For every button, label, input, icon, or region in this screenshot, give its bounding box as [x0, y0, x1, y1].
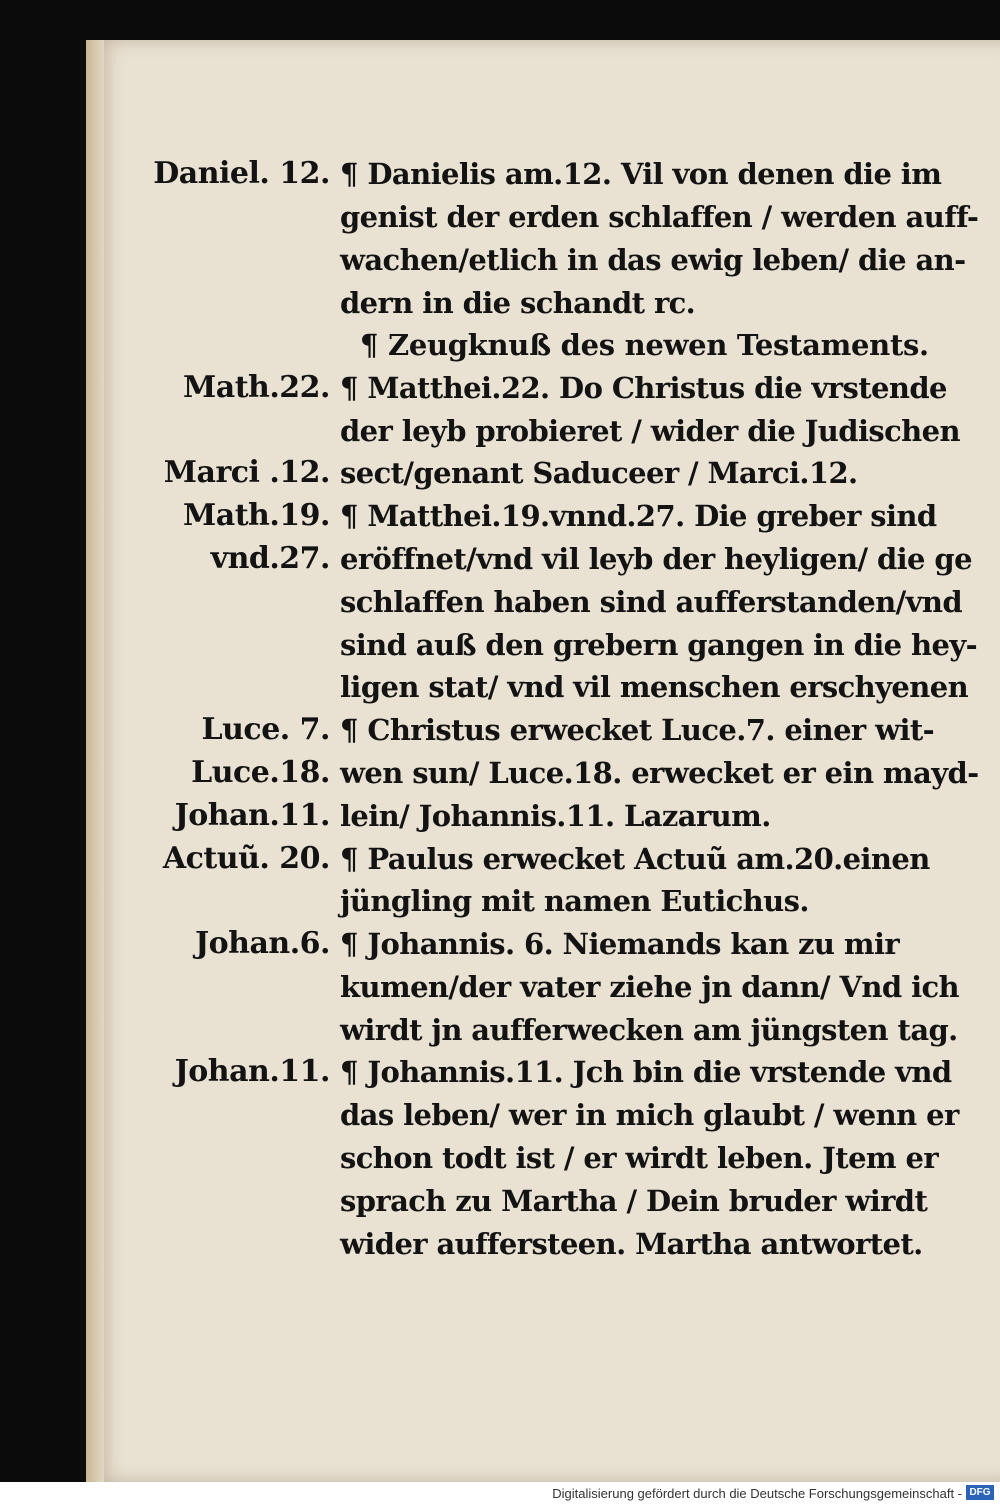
dfg-logo-icon: DFG	[966, 1485, 994, 1500]
text-line: sind auß den grebern gangen in die hey-	[340, 628, 978, 662]
margin-note: Actuũ. 20.	[162, 841, 330, 876]
margin-note: Johan.11.	[174, 798, 330, 833]
margin-note: vnd.27.	[210, 541, 330, 576]
margin-note: Daniel. 12.	[153, 156, 330, 191]
text-line: genist der erden schlaffen / werden auff-	[340, 200, 979, 234]
text-line: ¶ Johannis.11. Jch bin die vrstende vnd	[340, 1055, 952, 1089]
text-line: schon todt ist / er wirdt leben. Jtem er	[340, 1141, 939, 1175]
text-line: ¶ Danielis am.12. Vil von denen die im	[340, 157, 942, 191]
margin-note: Marci .12.	[163, 455, 330, 490]
text-line: wirdt jn aufferwecken am jüngsten tag.	[340, 1013, 958, 1047]
funding-credit: Digitalisierung gefördert durch die Deutsche Forschungsgemeinschaft -	[552, 1486, 962, 1501]
text-line: ¶ Paulus erwecket Actuũ am.20.einen	[340, 842, 930, 876]
text-line: ligen stat/ vnd vil menschen erschyenen	[340, 670, 969, 704]
text-line: das leben/ wer in mich glaubt / wenn er	[340, 1098, 959, 1132]
text-line: dern in die schandt rc.	[340, 286, 696, 320]
text-line: wen sun/ Luce.18. erwecket er ein mayd-	[340, 756, 979, 790]
text-line: lein/ Johannis.11. Lazarum.	[340, 799, 771, 833]
text-line: ¶ Matthei.19.vnnd.27. Die greber sind	[340, 499, 937, 533]
margin-note: Luce. 7.	[201, 712, 330, 747]
margin-note: Johan.11.	[174, 1054, 330, 1089]
text-line: wachen/etlich in das ewig leben/ die an-	[340, 243, 966, 277]
margin-note: Math.22.	[183, 370, 330, 405]
text-line: ¶ Johannis. 6. Niemands kan zu mir	[340, 927, 900, 961]
text-line: kumen/der vater ziehe jn dann/ Vnd ich	[340, 970, 960, 1004]
text-line: wider auffersteen. Martha antwortet.	[340, 1227, 923, 1261]
text-line: sprach zu Martha / Dein bruder wirdt	[340, 1184, 928, 1218]
text-line: ¶ Matthei.22. Do Christus die vrstende	[340, 371, 947, 405]
text-line: ¶ Christus erwecket Luce.7. einer wit-	[340, 713, 935, 747]
margin-note: Luce.18.	[191, 755, 330, 790]
section-heading: ¶ Zeugknuß des newen Testaments.	[360, 328, 929, 362]
page-gutter-edge	[86, 40, 104, 1482]
margin-note: Johan.6.	[194, 926, 330, 961]
text-line: eröffnet/vnd vil leyb der heyligen/ die ge	[340, 542, 972, 576]
text-line: der leyb probieret / wider die Judischen	[340, 414, 960, 448]
text-line: jüngling mit namen Eutichus.	[340, 884, 809, 918]
text-line: schlaffen haben sind aufferstanden/vnd	[340, 585, 963, 619]
margin-note: Math.19.	[183, 498, 330, 533]
text-line: sect/genant Saduceer / Marci.12.	[340, 456, 858, 490]
